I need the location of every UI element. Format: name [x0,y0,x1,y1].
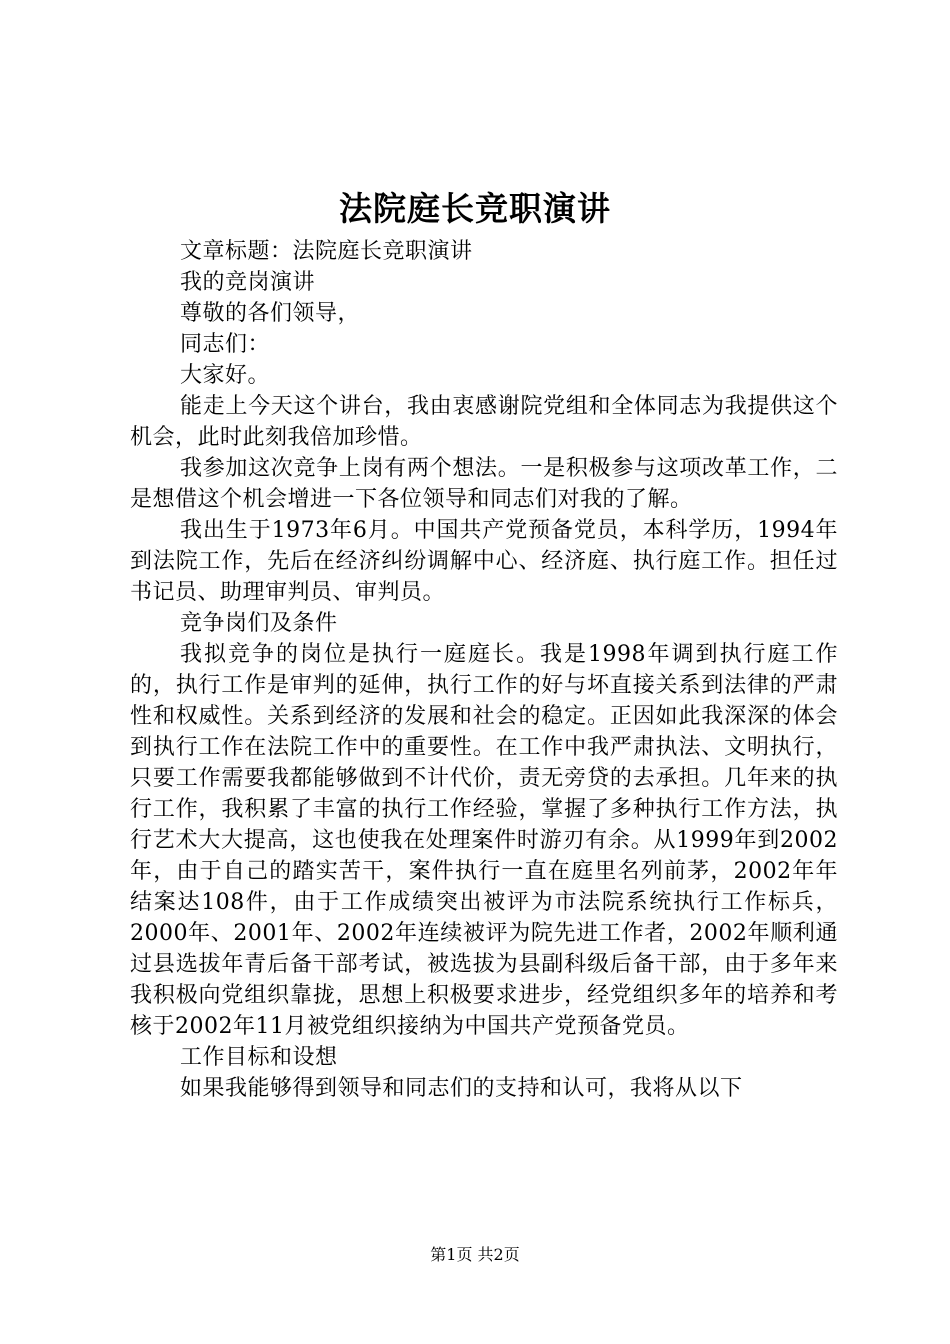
page-number-footer: 第1页 共2页 [430,1245,520,1264]
paragraph-article-title: 文章标题：法院庭长竞职演讲 [180,239,473,264]
paragraph-thanks: 能走上今天这个讲台，我由衷感谢院党组和全体同志为我提供这个机会，此时此刻我倍加珍惜。 [130,394,838,450]
paragraph-salutation-comrades: 同志们： [180,332,271,357]
paragraph-section-goals: 工作目标和设想 [180,1045,338,1070]
paragraph-speech-heading: 我的竞岗演讲 [180,270,316,295]
paragraph-background: 我出生于1973年6月。中国共产党预备党员，本科学历，1994年到法院工作，先后在经济纠纷调解中心、经济庭、执行庭工作。担任过书记员、助理审判员、审判员。 [130,518,838,605]
paragraph-section-position: 竞争岗们及条件 [180,611,338,636]
paragraph-position-details: 我拟竞争的岗位是执行一庭庭长。我是1998年调到执行庭工作的，执行工作是审判的延伸，执行工作的好与坏直接关系到法律的严肃性和权威性。关系到经济的发展和社会的稳定。正因如此我深深的体会到执行工作在法院工作中的重要性。在工作中我严肃执法、文明执行，只要工作需要我都能够做到不计代价，责无旁贷的去承担。几年来的执行工作，我积累了丰富的执行工作经验，掌握了多种执行工作方法，执行艺术大大提高，这也使我在处理案件时游刃有余。从1999年到2002年，由于自己的踏实苦干，案件执行一直在庭里名列前茅，2002年年结案达108件，由于工作成绩突出被评为市法院系统执行工作标兵，2000年、2001年、2002年连续被评为院先进工作者，2002年顺利通过县选拔年青后备干部考试，被选拔为县副科级后备干部，由于多年来我积极向党组织靠拢，思想上积极要求进步，经党组织多年的培养和考核于2002年11月被党组织接纳为中国共产党预备党员。 [130,642,838,1039]
paragraph-goals-intro: 如果我能够得到领导和同志们的支持和认可，我将从以下 [180,1076,743,1101]
paragraph-salutation-leaders: 尊敬的各们领导， [180,301,361,326]
paragraph-motivation: 我参加这次竞争上岗有两个想法。一是积极参与这项改革工作，二是想借这个机会增进一下各位领导和同志们对我的了解。 [130,456,838,512]
paragraph-greeting: 大家好。 [180,363,271,388]
document-body [130,236,838,1104]
document-title: 法院庭长竞职演讲 [339,189,611,228]
